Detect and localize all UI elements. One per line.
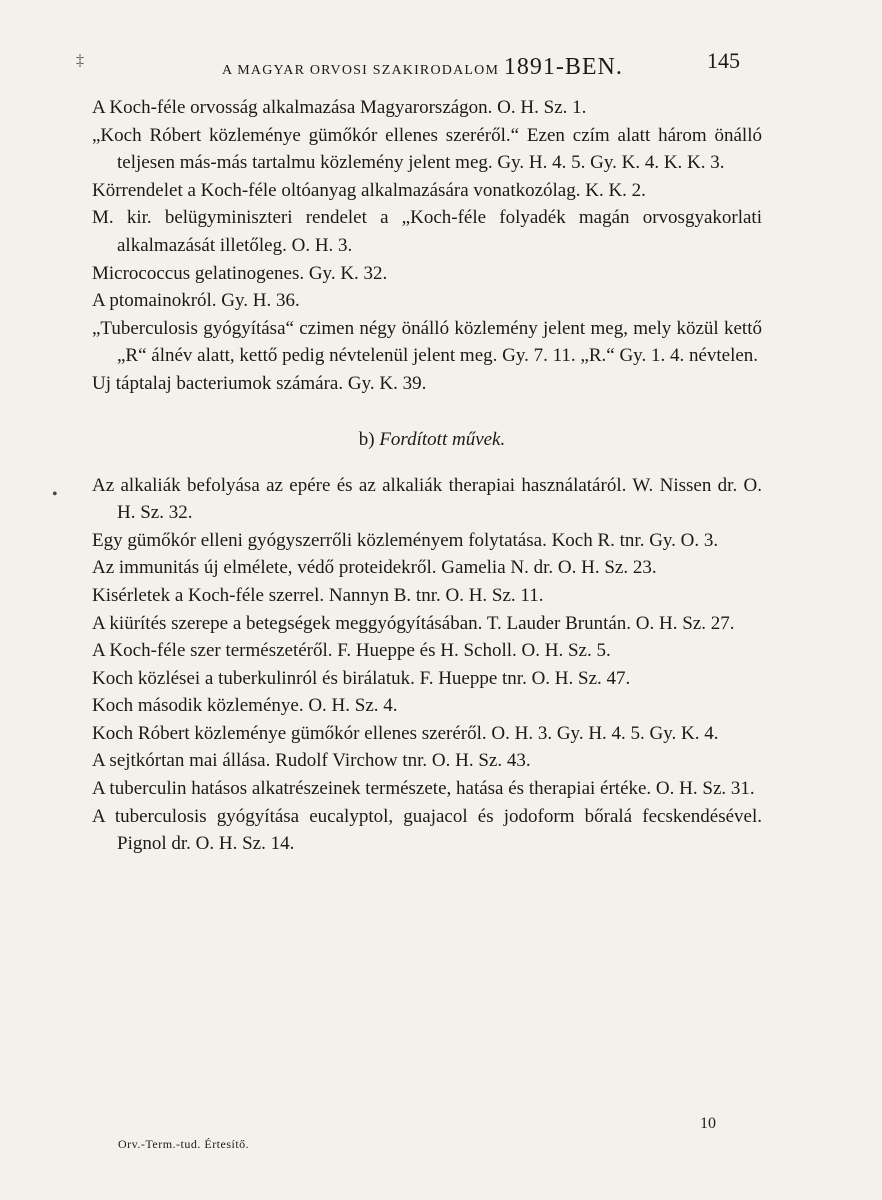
entry-b-8: Koch második közleménye. O. H. Sz. 4. (92, 695, 398, 717)
entry-a-3: Körrendelet a Koch-féle oltóanyag alkalmazására vonatkozólag. K. K. 2. (92, 179, 646, 201)
running-title-year: 1891-BEN. (503, 54, 623, 80)
entry-b-10: A sejtkórtan mai állása. Rudolf Virchow tnr. O. H. Sz. 43. (92, 750, 531, 772)
page-footer (0, 1115, 882, 1175)
running-title (222, 54, 623, 81)
entry-b-11: A tuberculin hatásos alkatrészeinek természete, hatása és therapiai értéke. O. H. Sz. 31. (92, 778, 755, 800)
entry-b-7: Koch közlései a tuberkulinról és birálatuk. F. Hueppe tnr. O. H. Sz. 47. (92, 667, 631, 689)
bibliography-list (92, 94, 762, 858)
entry-b-3: Az immunitás új elmélete, védő proteidekről. Gamelia N. dr. O. H. Sz. 23. (92, 557, 657, 579)
entry-a-7: „Tuberculosis gyógyítása“ czimen négy önálló közlemény jelent meg, mely közül kettő „R“ álnév alatt, kettő pedig névtelenül jelent meg. Gy. 7. 11. „R.“ Gy. 1. 4. névtelen. (92, 317, 762, 367)
margin-dot: • (52, 486, 58, 503)
entry-a-5: Micrococcus gelatinogenes. Gy. K. 32. (92, 262, 388, 284)
page-number: 145 (707, 48, 740, 73)
section-title: Fordított művek. (379, 428, 506, 450)
entry-a-1: A Koch-féle orvosság alkalmazása Magyarországon. O. H. Sz. 1. (92, 97, 587, 118)
section-heading-b (102, 426, 762, 454)
entry-b-5: A kiürítés szerepe a betegségek meggyógyításában. T. Lauder Bruntán. O. H. Sz. 27. (92, 612, 735, 634)
entry-b-12: A tuberculosis gyógyítása eucalyptol, guajacol és jodoform bőralá fecskendésével. Pignol dr. O. H. Sz. 14. (92, 805, 762, 855)
entry-a-2: „Koch Róbert közleménye gümőkór ellenes szeréről.“ Ezen czím alatt három önálló teljesen más-más tartalmu közlemény jelent meg. Gy. H. 4. 5. Gy. K. 4. K. K. 3. (92, 124, 762, 174)
entry-b-9: Koch Róbert közleménye gümőkór ellenes szeréről. O. H. 3. Gy. H. 4. 5. Gy. K. 4. (92, 722, 719, 744)
section-letter: b) (358, 428, 375, 450)
entry-a-6: A ptomainokról. Gy. H. 36. (92, 290, 300, 312)
entry-b-4: Kisérletek a Koch-féle szerrel. Nannyn B. tnr. O. H. Sz. 11. (92, 584, 544, 606)
entry-a-4: M. kir. belügyminiszteri rendelet a „Koch-féle folyadék magán orvosgyakorlati alkalmazását illetőleg. O. H. 3. (92, 207, 762, 256)
entry-b-2: Egy gümőkór elleni gyógyszerrőli közleményem folytatása. Koch R. tnr. Gy. O. 3. (92, 529, 719, 551)
entry-b-1: Az alkaliák befolyása az epére és az alkaliák therapiai használatáról. W. Nissen dr. O. H. Sz. 32. (92, 474, 762, 524)
running-header (0, 48, 882, 82)
entry-a-8: Uj táptalaj bacteriumok számára. Gy. K. 39. (92, 372, 427, 394)
margin-mark: ‡ (76, 52, 84, 69)
journal-name: Orv.-Term.-tud. Értesítő. (118, 1137, 250, 1151)
entry-b-6: A Koch-féle szer természetéről. F. Hueppe és H. Scholl. O. H. Sz. 5. (92, 640, 611, 662)
signature-mark: 10 (700, 1115, 716, 1132)
running-title-text: A MAGYAR ORVOSI SZAKIRODALOM (222, 63, 500, 78)
